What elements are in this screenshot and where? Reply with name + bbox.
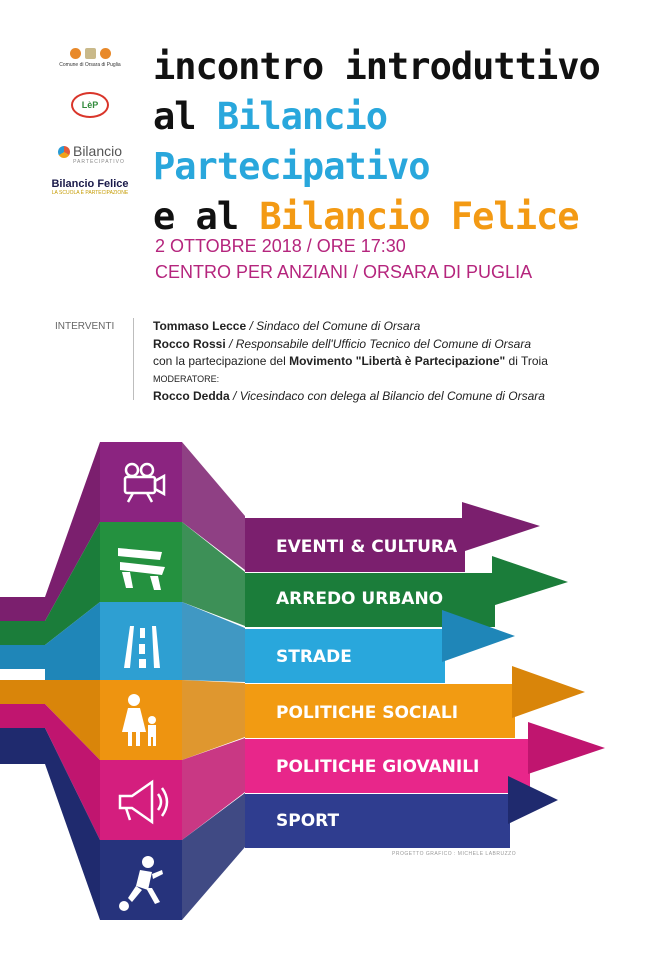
stub-band-4 — [0, 680, 45, 704]
felice-text: Bilancio Felice — [51, 178, 129, 190]
event-location: CENTRO PER ANZIANI / ORSARA DI PUGLIA — [155, 262, 533, 282]
speaker-1-role: / Sindaco del Comune di Orsara — [246, 319, 421, 333]
bilancio-text: Bilancio — [72, 143, 123, 159]
speaker-1 — [153, 318, 663, 336]
comune-caption: Comune di Orsara di Puglia — [59, 62, 121, 68]
moderator-role: / Vicesindaco con delega al Bilancio del Comune di Orsara — [229, 389, 545, 403]
participation — [153, 353, 663, 371]
arrow-1-label: EVENTI & CULTURA — [276, 537, 458, 557]
graphic-credit: PROGETTO GRAFICO : MICHELE LABRUZZO — [392, 851, 517, 857]
moderator — [153, 388, 663, 406]
speakers-list — [153, 318, 663, 406]
arrow-4-label: POLITICHE SOCIALI — [276, 703, 459, 723]
stub-band-5 — [0, 704, 45, 728]
stub-band-6 — [0, 728, 45, 764]
lep-text: LèP — [71, 92, 109, 118]
speakers-label: INTERVENTI — [55, 321, 115, 332]
title-line-3-prefix: e al — [153, 195, 260, 238]
bilancio-sub: PARTECIPATIVO — [73, 159, 125, 165]
bilancio-felice-logo — [40, 178, 140, 196]
speaker-1-name: Tommaso Lecce — [153, 319, 247, 333]
speaker-2 — [153, 336, 663, 354]
event-info — [155, 233, 532, 285]
column-block-5 — [100, 760, 182, 840]
arrow-1-head — [462, 502, 540, 552]
event-date-time: 2 OTTOBRE 2018 / ORE 17:30 — [155, 236, 406, 256]
themes-graphic — [0, 430, 672, 930]
participation-movement: Movimento "Libertà è Partecipazione" — [289, 354, 506, 368]
arrow-6-head — [508, 776, 558, 824]
arrow-5-label: POLITICHE GIOVANILI — [276, 757, 480, 777]
stub-band-1 — [0, 597, 45, 621]
arrow-5-head — [528, 722, 605, 774]
participation-suffix: di Troia — [505, 354, 548, 368]
lep-logo — [40, 92, 140, 118]
speaker-2-role: / Responsabile dell'Ufficio Tecnico del Comune di Orsara — [225, 336, 532, 351]
stub-band-3 — [0, 645, 45, 669]
column-block-2 — [100, 522, 182, 602]
arrow-4-head — [512, 666, 585, 718]
bilancio-dot-icon — [58, 146, 70, 158]
arrow-3-label: STRADE — [276, 647, 352, 667]
felice-sub: LA SCUOLA È PARTECIPAZIONE — [51, 190, 129, 196]
title-bilancio-felice: Bilancio Felice — [259, 195, 579, 238]
column-block-3 — [100, 602, 182, 680]
title-line-2-prefix: al — [153, 95, 217, 138]
column-block-1 — [100, 442, 182, 522]
comune-logo — [40, 48, 140, 68]
road-icon — [124, 626, 160, 668]
page-title — [153, 42, 672, 242]
arrow-6-label: SPORT — [276, 811, 340, 831]
moderator-label: MODERATORE: — [153, 373, 220, 384]
bilancio-partecipativo-logo — [40, 143, 140, 165]
speakers-divider — [133, 318, 134, 400]
participation-prefix: con la partecipazione del — [153, 354, 290, 368]
arrow-2-label: ARREDO URBANO — [276, 589, 444, 609]
crest-icon — [40, 48, 140, 59]
title-line-1: incontro introduttivo — [153, 45, 600, 88]
speaker-2-name: Rocco Rossi — [153, 336, 226, 351]
moderator-name: Rocco Dedda — [153, 389, 230, 403]
title-bilancio-partecipativo: Bilancio Partecipativo — [153, 95, 430, 188]
title-line-2 — [153, 92, 672, 192]
arrow-2-head — [492, 556, 568, 606]
stub-band-2 — [0, 621, 45, 645]
